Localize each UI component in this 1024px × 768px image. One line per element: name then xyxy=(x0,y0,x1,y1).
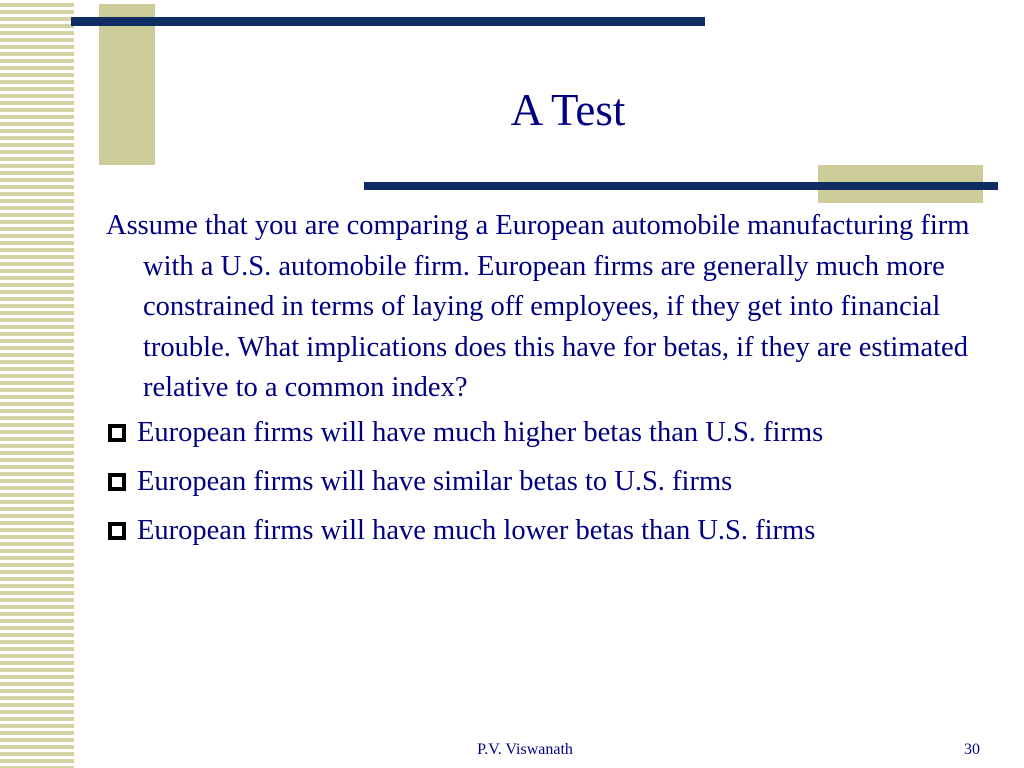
footer-author: P.V. Viswanath xyxy=(477,741,573,758)
slide-body xyxy=(106,206,986,560)
checkbox-icon[interactable] xyxy=(108,473,126,491)
answer-option-label: European firms will have similar betas to U.S. firms xyxy=(137,465,733,497)
decor-block-top xyxy=(99,4,155,165)
answer-option-label: European firms will have much lower betas than U.S. firms xyxy=(137,514,816,546)
decor-line-top xyxy=(71,17,705,26)
answer-option-2[interactable] xyxy=(106,462,986,502)
checkbox-icon[interactable] xyxy=(108,522,126,540)
page-number: 30 xyxy=(964,741,980,758)
answer-option-3[interactable] xyxy=(106,511,986,551)
answer-options xyxy=(106,413,986,551)
decor-line-bottom xyxy=(364,182,998,190)
checkbox-icon[interactable] xyxy=(108,424,126,442)
answer-option-1[interactable] xyxy=(106,413,986,453)
striped-margin xyxy=(0,0,74,768)
answer-option-label: European firms will have much higher betas than U.S. firms xyxy=(137,416,824,448)
slide-title: A Test xyxy=(510,85,626,135)
question-text: Assume that you are comparing a European automobile manufacturing firm with a U.S. automobile firm. European firms are generally much more constrained in terms of laying off employees, if they get into financial trouble. What implications does this have for betas, if they are estimated relative to a common index? xyxy=(106,210,970,404)
